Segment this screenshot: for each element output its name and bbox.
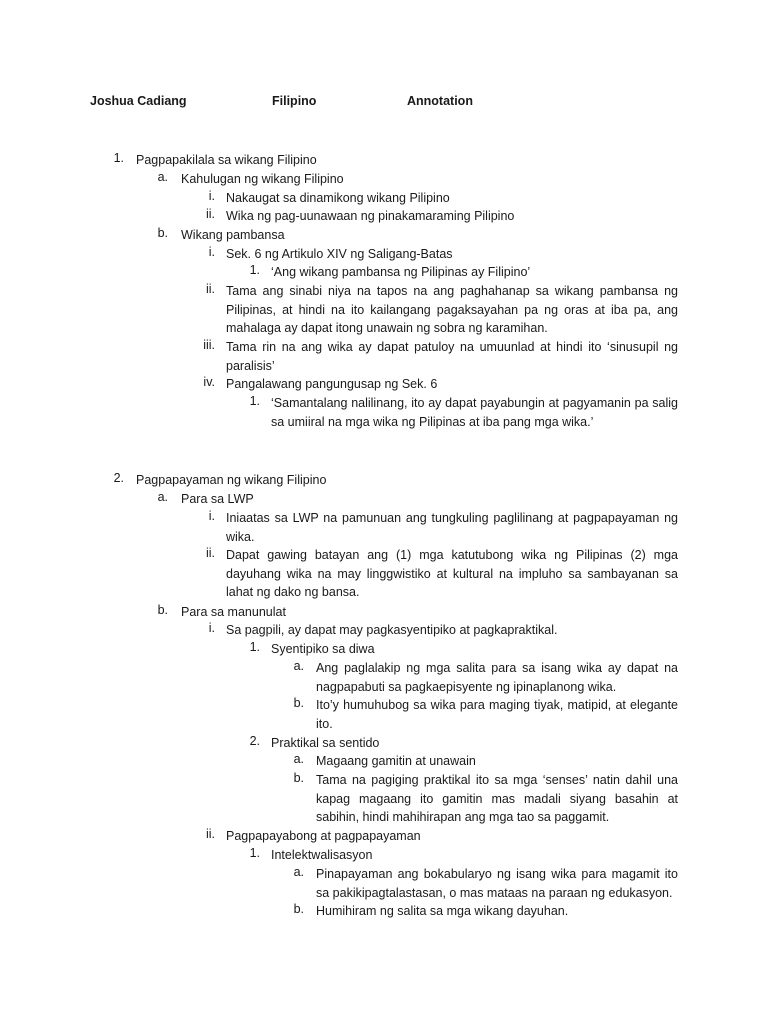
item-text: Wika ng pag-uunawaan ng pinakamaraming Pilipino	[226, 209, 515, 223]
item-letter: b.	[293, 902, 304, 916]
item-text: Para sa manunulat	[181, 605, 286, 619]
item-roman: iv.	[203, 375, 215, 389]
item-roman: iii.	[203, 338, 215, 352]
item-roman: ii.	[205, 282, 215, 296]
item-text: Pagpapayabong at pagpapayaman	[226, 829, 421, 843]
item-roman: i.	[208, 245, 215, 259]
item-letter: b.	[293, 771, 304, 785]
item-text: Ito’y humuhubog sa wika para maging tiyak, matipid, at elegante ito.	[316, 698, 678, 731]
subject-label: Filipino	[272, 94, 317, 108]
item-text: Kahulugan ng wikang Filipino	[181, 172, 344, 186]
item-letter: b.	[157, 603, 168, 617]
item-roman: ii.	[205, 546, 215, 560]
item-text: Pangalawang pangungusap ng Sek. 6	[226, 377, 438, 391]
item-roman: ii.	[205, 207, 215, 221]
item-text: Pagpapayaman ng wikang Filipino	[136, 473, 327, 487]
item-text: Intelektwalisasyon	[271, 848, 373, 862]
item-text: Ang paglalakip ng mga salita para sa isang wika ay dapat na nagpapabuti sa pagkaepisyente ng ipinaplanong wika.	[316, 661, 678, 694]
item-letter: a.	[157, 490, 168, 504]
item-text: Para sa LWP	[181, 492, 254, 506]
item-text: ‘Ang wikang pambansa ng Pilipinas ay Filipino’	[271, 265, 531, 279]
item-letter: a.	[293, 752, 304, 766]
item-letter: b.	[293, 696, 304, 710]
item-text: Syentipiko sa diwa	[271, 642, 375, 656]
item-text: Sa pagpili, ay dapat may pagkasyentipiko at pagkapraktikal.	[226, 623, 558, 637]
item-text: Dapat gawing batayan ang (1) mga katutubong wika ng Pilipinas (2) mga dayuhang wika na may linggwistiko at kultural na impluho sa sambayanan sa lahat ng dako ng bansa.	[226, 548, 678, 600]
item-number: 1.	[249, 846, 260, 860]
item-number: 2.	[249, 734, 260, 748]
item-text: Humihiram ng salita sa mga wikang dayuhan.	[316, 904, 569, 918]
item-text: Sek. 6 ng Artikulo XIV ng Saligang-Batas	[226, 247, 453, 261]
item-text: Praktikal sa sentido	[271, 736, 380, 750]
author-name: Joshua Cadiang	[90, 94, 187, 108]
item-letter: b.	[157, 226, 168, 240]
item-number: 1.	[249, 640, 260, 654]
item-text: ‘Samantalang nalilinang, ito ay dapat payabungin at pagyamanin pa salig sa umiiral na mga wika ng Pilipinas at iba pang mga wika.’	[271, 396, 678, 429]
item-text: Tama rin na ang wika ay dapat patuloy na umuunlad at hindi ito ‘sinusupil ng paralisis’	[226, 340, 678, 373]
item-text: Magaang gamitin at unawain	[316, 754, 476, 768]
document-type-label: Annotation	[407, 94, 473, 108]
item-roman: i.	[208, 621, 215, 635]
item-text: Tama ang sinabi niya na tapos na ang paghahanap sa wikang pambansa ng Pilipinas, at hindi na ito kailangang pagaksayahan pa ng oras at iba pa, ang mahalaga ay dapat itong unawain ng sobra ng karamihan.	[226, 284, 678, 336]
item-letter: a.	[293, 865, 304, 879]
item-number: 1.	[249, 263, 260, 277]
item-roman: ii.	[205, 827, 215, 841]
item-roman: i.	[208, 509, 215, 523]
item-text: Pinapayaman ang bokabularyo ng isang wika para magamit ito sa pakikipagtalastasan, o mas mataas na paraan ng edukasyon.	[316, 867, 678, 900]
item-number: 2.	[113, 471, 124, 485]
item-text: Wikang pambansa	[181, 228, 285, 242]
item-number: 1.	[113, 151, 124, 165]
item-letter: a.	[157, 170, 168, 184]
item-letter: a.	[293, 659, 304, 673]
item-roman: i.	[208, 189, 215, 203]
item-text: Pagpapakilala sa wikang Filipino	[136, 153, 317, 167]
item-number: 1.	[249, 394, 260, 408]
item-text: Tama na pagiging praktikal ito sa mga ‘senses’ natin dahil una kapag magaang ito gamitin mas madali siyang basahin at sabihin, hindi mahihirapan ang mga tao sa paggamit.	[316, 773, 678, 825]
item-text: Nakaugat sa dinamikong wikang Pilipino	[226, 191, 450, 205]
item-text: Iniaatas sa LWP na pamunuan ang tungkuling paglilinang at pagpapayaman ng wika.	[226, 511, 678, 544]
